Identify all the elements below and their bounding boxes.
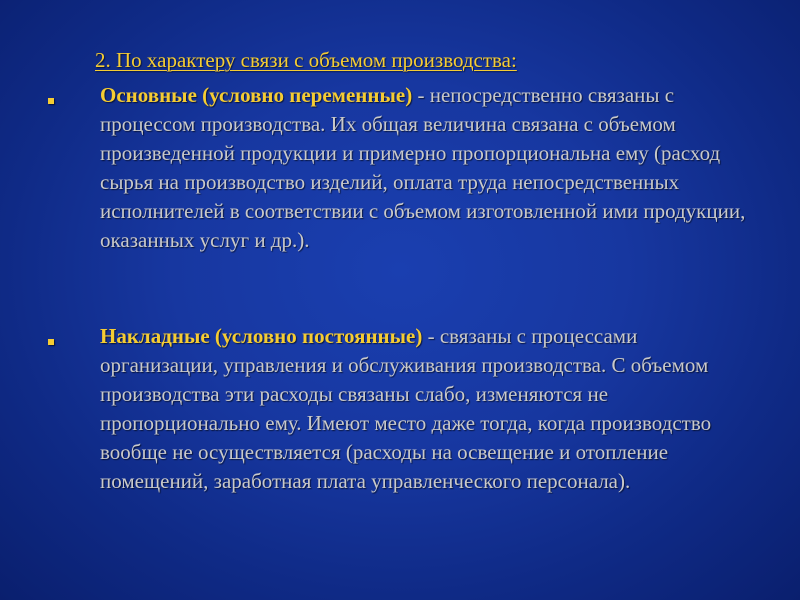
bullet-description: - связаны с процессами организации, управления и обслуживания производства. С объемом производства эти расходы связаны слабо, изменяются не пропорционально ему. Имеют место даже тогда, когда производство вообще не осуществляется (расходы на освещение и отопление помещений, заработная плата управленческого персонала). [100, 324, 712, 493]
bullet-term: Основные (условно переменные) [100, 83, 413, 107]
square-bullet-icon [48, 339, 54, 345]
bullet-item-overhead-costs [100, 322, 755, 496]
square-bullet-icon [48, 98, 54, 104]
slide-heading: 2. По характеру связи с объемом производства: [95, 48, 517, 72]
bullet-description: - непосредственно связаны с процессом производства. Их общая величина связана с объемом произведенной продукции и примерно пропорциональна ему (расход сырья на производство изделий, оплата труда непосредственных исполнителей в соответствии с объемом изготовленной ими продукции, оказанных услуг и др.). [100, 83, 746, 252]
bullet-term: Накладные (условно постоянные) [100, 324, 423, 348]
bullet-item-main-costs [100, 81, 755, 255]
